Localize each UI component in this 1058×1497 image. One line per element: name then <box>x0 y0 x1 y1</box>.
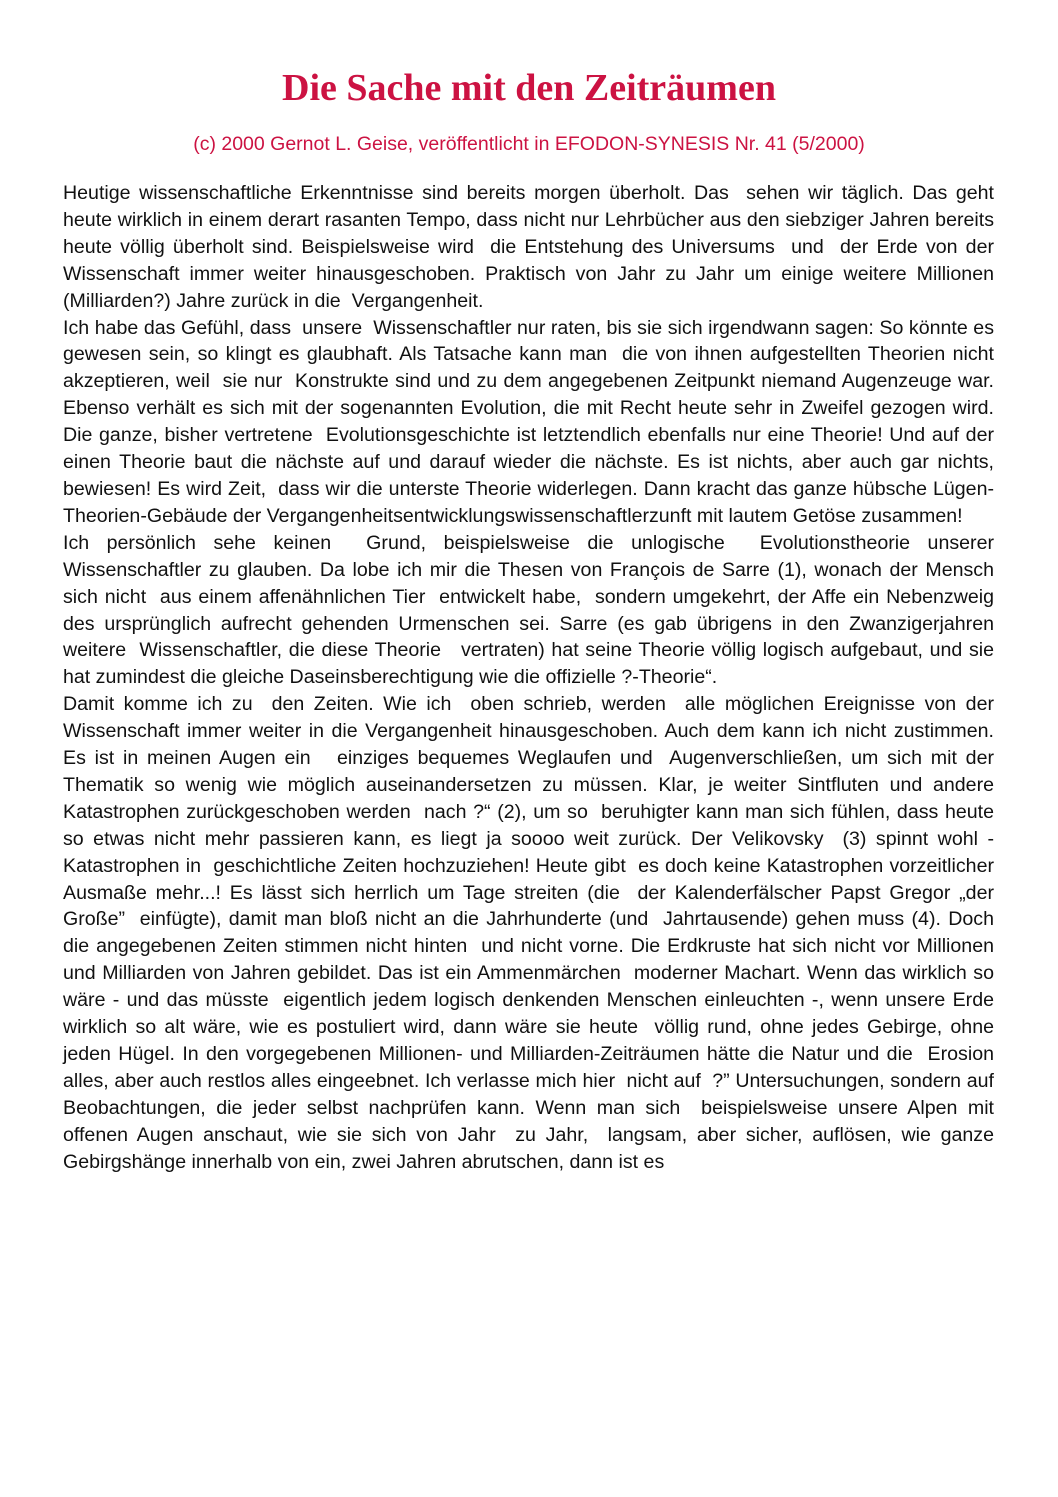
paragraph: Ich habe das Gefühl, dass unsere Wissenschaftler nur raten, bis sie sich irgendwann sagen: So könnte es gewesen sein, so klingt es glaubhaft. Als Tatsache kann man die von ihnen aufgestellten Theorien nicht akzeptieren, weil sie nur Konstrukte sind und zu dem angegebenen Zeitpunkt niemand Augenzeuge war. Ebenso verhält es sich mit der sogenannten Evolution, die mit Recht heute sehr in Zweifel gezogen wird. Die ganze, bisher vertretene Evolutionsgeschichte ist letztendlich ebenfalls nur eine Theorie! Und auf der einen Theorie baut die nächste auf und darauf wieder die nächste. Es ist nichts, aber auch gar nichts, bewiesen! Es wird Zeit, dass wir die unterste Theorie widerlegen. Dann kracht das ganze hübsche Lügen-Theorien-Gebäude der Vergangenheitsentwicklungswissenschaftlerzunft mit lautem Getöse zusammen! <box>63 316 1005 527</box>
page-title: Die Sache mit den Zeiträumen <box>282 67 776 109</box>
article-body <box>63 180 1005 1176</box>
paragraph: Damit komme ich zu den Zeiten. Wie ich oben schrieb, werden alle möglichen Ereignisse von der Wissenschaft immer weiter in die Vergangenheit hinausgeschoben. Auch dem kann ich nicht zustimmen. Es ist in meinen Augen ein einziges bequemes Weglaufen und Augenverschließen, um sich mit der Thematik so wenig wie möglich auseinandersetzen zu müssen. Klar, je weiter Sintfluten und andere Katastrophen zurückgeschoben werden nach ?“ (2), um so beruhigter kann man sich fühlen, dass heute so etwas nicht mehr passieren kann, es liegt ja soooo weit zurück. Der Velikovsky (3) spinnt wohl - Katastrophen in geschichtliche Zeiten hochzuziehen! Heute gibt es doch keine Katastrophen vorzeitlicher Ausmaße mehr...! Es lässt sich herrlich um Tage streiten (die der Kalenderfälscher Papst Gregor „der Große” einfügte), damit man bloß nicht an die Jahrhunderte (und Jahrtausende) gehen muss (4). Doch die angegebenen Zeiten stimmen nicht hinten und nicht vorne. Die Erdkruste hat sich nicht vor Millionen und Milliarden von Jahren gebildet. Das ist ein Ammenmärchen moderner Machart. Wenn das wirklich so wäre - und das müsste eigentlich jedem logisch denkenden Menschen einleuchten -, wenn unsere Erde wirklich so alt wäre, wie es postuliert wird, dann wäre sie heute völlig rund, ohne jedes Gebirge, ohne jeden Hügel. In den vorgegebenen Millionen- und Milliarden-Zeiträumen hätte die Natur und die Erosion alles, aber auch restlos alles eingeebnet. Ich verlasse mich hier nicht auf ?” Untersuchungen, sondern auf Beobachtungen, die jeder selbst nachprüfen kann. Wenn man sich beispielsweise unsere Alpen mit offenen Augen anschaut, wie sie sich von Jahr zu Jahr, langsam, aber sicher, auflösen, wie ganze Gebirgshänge innerhalb von ein, zwei Jahren abrutschen, dann ist es <box>63 693 1005 1173</box>
paragraph: Ich persönlich sehe keinen Grund, beispielsweise die unlogische Evolutionstheorie unserer Wissenschaftler zu glauben. Da lobe ich mir die Thesen von François de Sarre (1), wonach der Mensch sich nicht aus einem affenähnlichen Tier entwickelt habe, sondern umgekehrt, der Affe ein Nebenzweig des ursprünglich aufrecht gehenden Urmenschen sei. Sarre (es gab übrigens in den Zwanzigerjahren weitere Wissenschaftler, die diese Theorie vertraten) hat seine Theorie völlig logisch aufgebaut, und sie hat zumindest die gleiche Daseinsberechtigung wie die offizielle ?-Theorie“. <box>63 531 1000 689</box>
paragraph: Heutige wissenschaftliche Erkenntnisse sind bereits morgen überholt. Das sehen wir täglich. Das geht heute wirklich in einem derart rasanten Tempo, dass nicht nur Lehrbücher aus den siebziger Jahren bereits heute völlig überholt sind. Beispielsweise wird die Entstehung des Universums und der Erde von der Wissenschaft immer weiter hinausgeschoben. Praktisch von Jahr zu Jahr um einige weitere Millionen (Milliarden?) Jahre zurück in die Vergangenheit. <box>63 182 1000 312</box>
copyright-subtitle: (c) 2000 Gernot L. Geise, veröffentlicht in EFODON-SYNESIS Nr. 41 (5/2000) <box>193 133 865 155</box>
